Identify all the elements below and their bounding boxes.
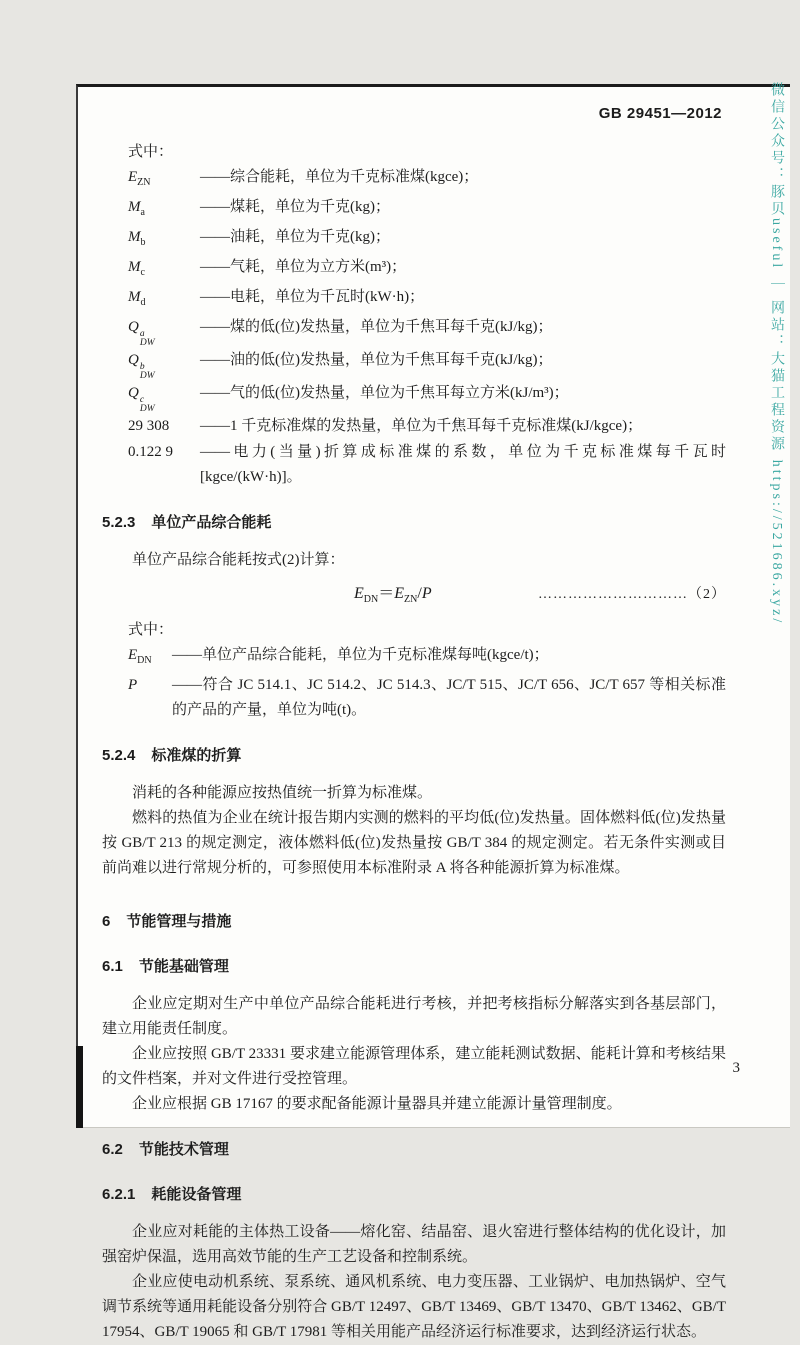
watermark-text: 微信公众号：豚贝useful ｜ 网站：大猫工程资源 https://521686.xyz/ <box>769 82 784 626</box>
definition-row <box>128 440 726 490</box>
definition-text: ——煤的低(位)发热量，单位为千焦耳每千克(kJ/kg)； <box>200 319 553 335</box>
definition-text: ——油的低(位)发热量，单位为千焦耳每千克(kJ/kg)； <box>200 352 553 368</box>
definition-row <box>128 165 726 195</box>
section-heading-6-2: 6.2 节能技术管理 <box>102 1141 229 1159</box>
page-content <box>78 87 790 1341</box>
symbol-definition-list <box>128 165 726 490</box>
definition-row <box>128 414 726 440</box>
symbol: $E_{ZN}$ <box>128 169 151 188</box>
equation-number: （2） <box>688 587 726 602</box>
symbol-definition-list-2 <box>128 643 726 723</box>
definition-text: ——油耗，单位为千克(kg)； <box>200 229 390 245</box>
paragraph: 企业应定期对生产中单位产品综合能耗进行考核，并把考核指标分解落实到各基层部门，建立用能责任制度。 <box>102 996 726 1038</box>
definition-row <box>128 348 726 381</box>
definition-row <box>128 225 726 255</box>
paragraph: 企业应按照 GB/T 23331 要求建立能源管理体系，建立能耗测试数据、能耗计算和考核结果的文件档案，并对文件进行受控管理。 <box>102 1046 726 1088</box>
definition-row <box>128 643 726 673</box>
definition-text: ——电力(当量)折算成标准煤的系数，单位为千克标准煤每千瓦时[kgce/(kW·h)]。 <box>200 444 726 485</box>
standard-number: GB 29451—2012 <box>598 105 722 122</box>
paragraph: 消耗的各种能源应按热值统一折算为标准煤。 <box>132 785 433 802</box>
page-number: 3 <box>732 1060 740 1076</box>
equation-leader: …………………………（2） <box>538 587 726 602</box>
paragraph: 企业应根据 GB 17167 的要求配备能源计量器具并建立能源计量管理制度。 <box>132 1096 622 1113</box>
definition-row <box>128 673 726 723</box>
definition-row <box>128 195 726 225</box>
symbol: 0.122 9 <box>128 444 173 460</box>
definition-row <box>128 285 726 315</box>
paragraph: 燃料的热值为企业在统计报告期内实测的燃料的平均低(位)发热量。固体燃料低(位)发热量按 GB/T 213 的规定测定，液体燃料低(位)发热量按 GB/T 384 的规定测定。若无条件实测或目前尚难以进行常规分析的，可参照使用本标准附录 A 将各种能源折算为标准煤。 <box>102 810 726 877</box>
definition-text: ——综合能耗，单位为千克标准煤(kgce)； <box>200 169 479 185</box>
where-label-1: 式中： <box>128 144 174 160</box>
definition-text: ——1 千克标准煤的发热量，单位为千焦耳每千克标准煤(kJ/kgce)； <box>200 418 643 434</box>
definition-text: ——电耗，单位为千瓦时(kW·h)； <box>200 289 425 305</box>
definition-text: ——气耗，单位为立方米(m³)； <box>200 259 407 275</box>
definition-text: ——符合 JC 514.1、JC 514.2、JC 514.3、JC/T 515、JC/T 656、JC/T 657 等相关标准的产品的产量，单位为吨(t)。 <box>172 677 726 719</box>
symbol: $M_b$ <box>128 229 146 248</box>
symbol: Q c DW <box>128 385 155 414</box>
symbol: $M_a$ <box>128 199 145 218</box>
section-heading-5-2-3: 5.2.3 单位产品综合能耗 <box>102 514 272 531</box>
section-heading-5-2-4: 5.2.4 标准煤的折算 <box>102 747 242 765</box>
chapter-heading-6: 6 节能管理与措施 <box>102 913 232 931</box>
section-heading-6-2-1: 6.2.1 耗能设备管理 <box>102 1186 242 1204</box>
paragraph: 企业应使电动机系统、泵系统、通风机系统、电力变压器、工业锅炉、电加热锅炉、空气调节系统等通用耗能设备分别符合 GB/T 12497、GB/T 13469、GB/T 13470、GB/T 13462、GB/T 17954、GB/T 19065 和 GB/T 17981 等相关用能产品经济运行标准要求，达到经济运行状态。 <box>102 1274 726 1341</box>
definition-text: ——气的低(位)发热量，单位为千焦耳每立方米(kJ/m³)； <box>200 385 569 401</box>
symbol: Q a DW <box>128 319 155 348</box>
definition-row <box>128 255 726 285</box>
symbol: 29 308 <box>128 418 170 434</box>
definition-text: ——单位产品综合能耗，单位为千克标准煤每吨(kgce/t)； <box>172 647 549 664</box>
symbol: Q b DW <box>128 352 155 381</box>
where-label-2: 式中： <box>128 622 174 639</box>
symbol: $M_c$ <box>128 259 145 278</box>
symbol: $E_{DN}$ <box>128 647 152 667</box>
definition-row <box>128 381 726 414</box>
formula-expression: $E_{DN}=E_{ZN}/P$ <box>354 585 432 606</box>
paragraph: 企业应对耗能的主体热工设备——熔化窑、结晶窑、退火窑进行整体结构的优化设计，加强窑炉保温，选用高效节能的生产工艺设备和控制系统。 <box>102 1224 726 1266</box>
document-page <box>76 84 790 1341</box>
formula-intro: 单位产品综合能耗按式(2)计算： <box>132 552 345 568</box>
definition-row <box>128 315 726 348</box>
section-heading-6-1: 6.1 节能基础管理 <box>102 958 229 976</box>
symbol: $M_d$ <box>128 289 146 308</box>
symbol: P <box>128 677 138 694</box>
definition-text: ——煤耗，单位为千克(kg)； <box>200 199 390 215</box>
equation-2 <box>102 581 726 612</box>
